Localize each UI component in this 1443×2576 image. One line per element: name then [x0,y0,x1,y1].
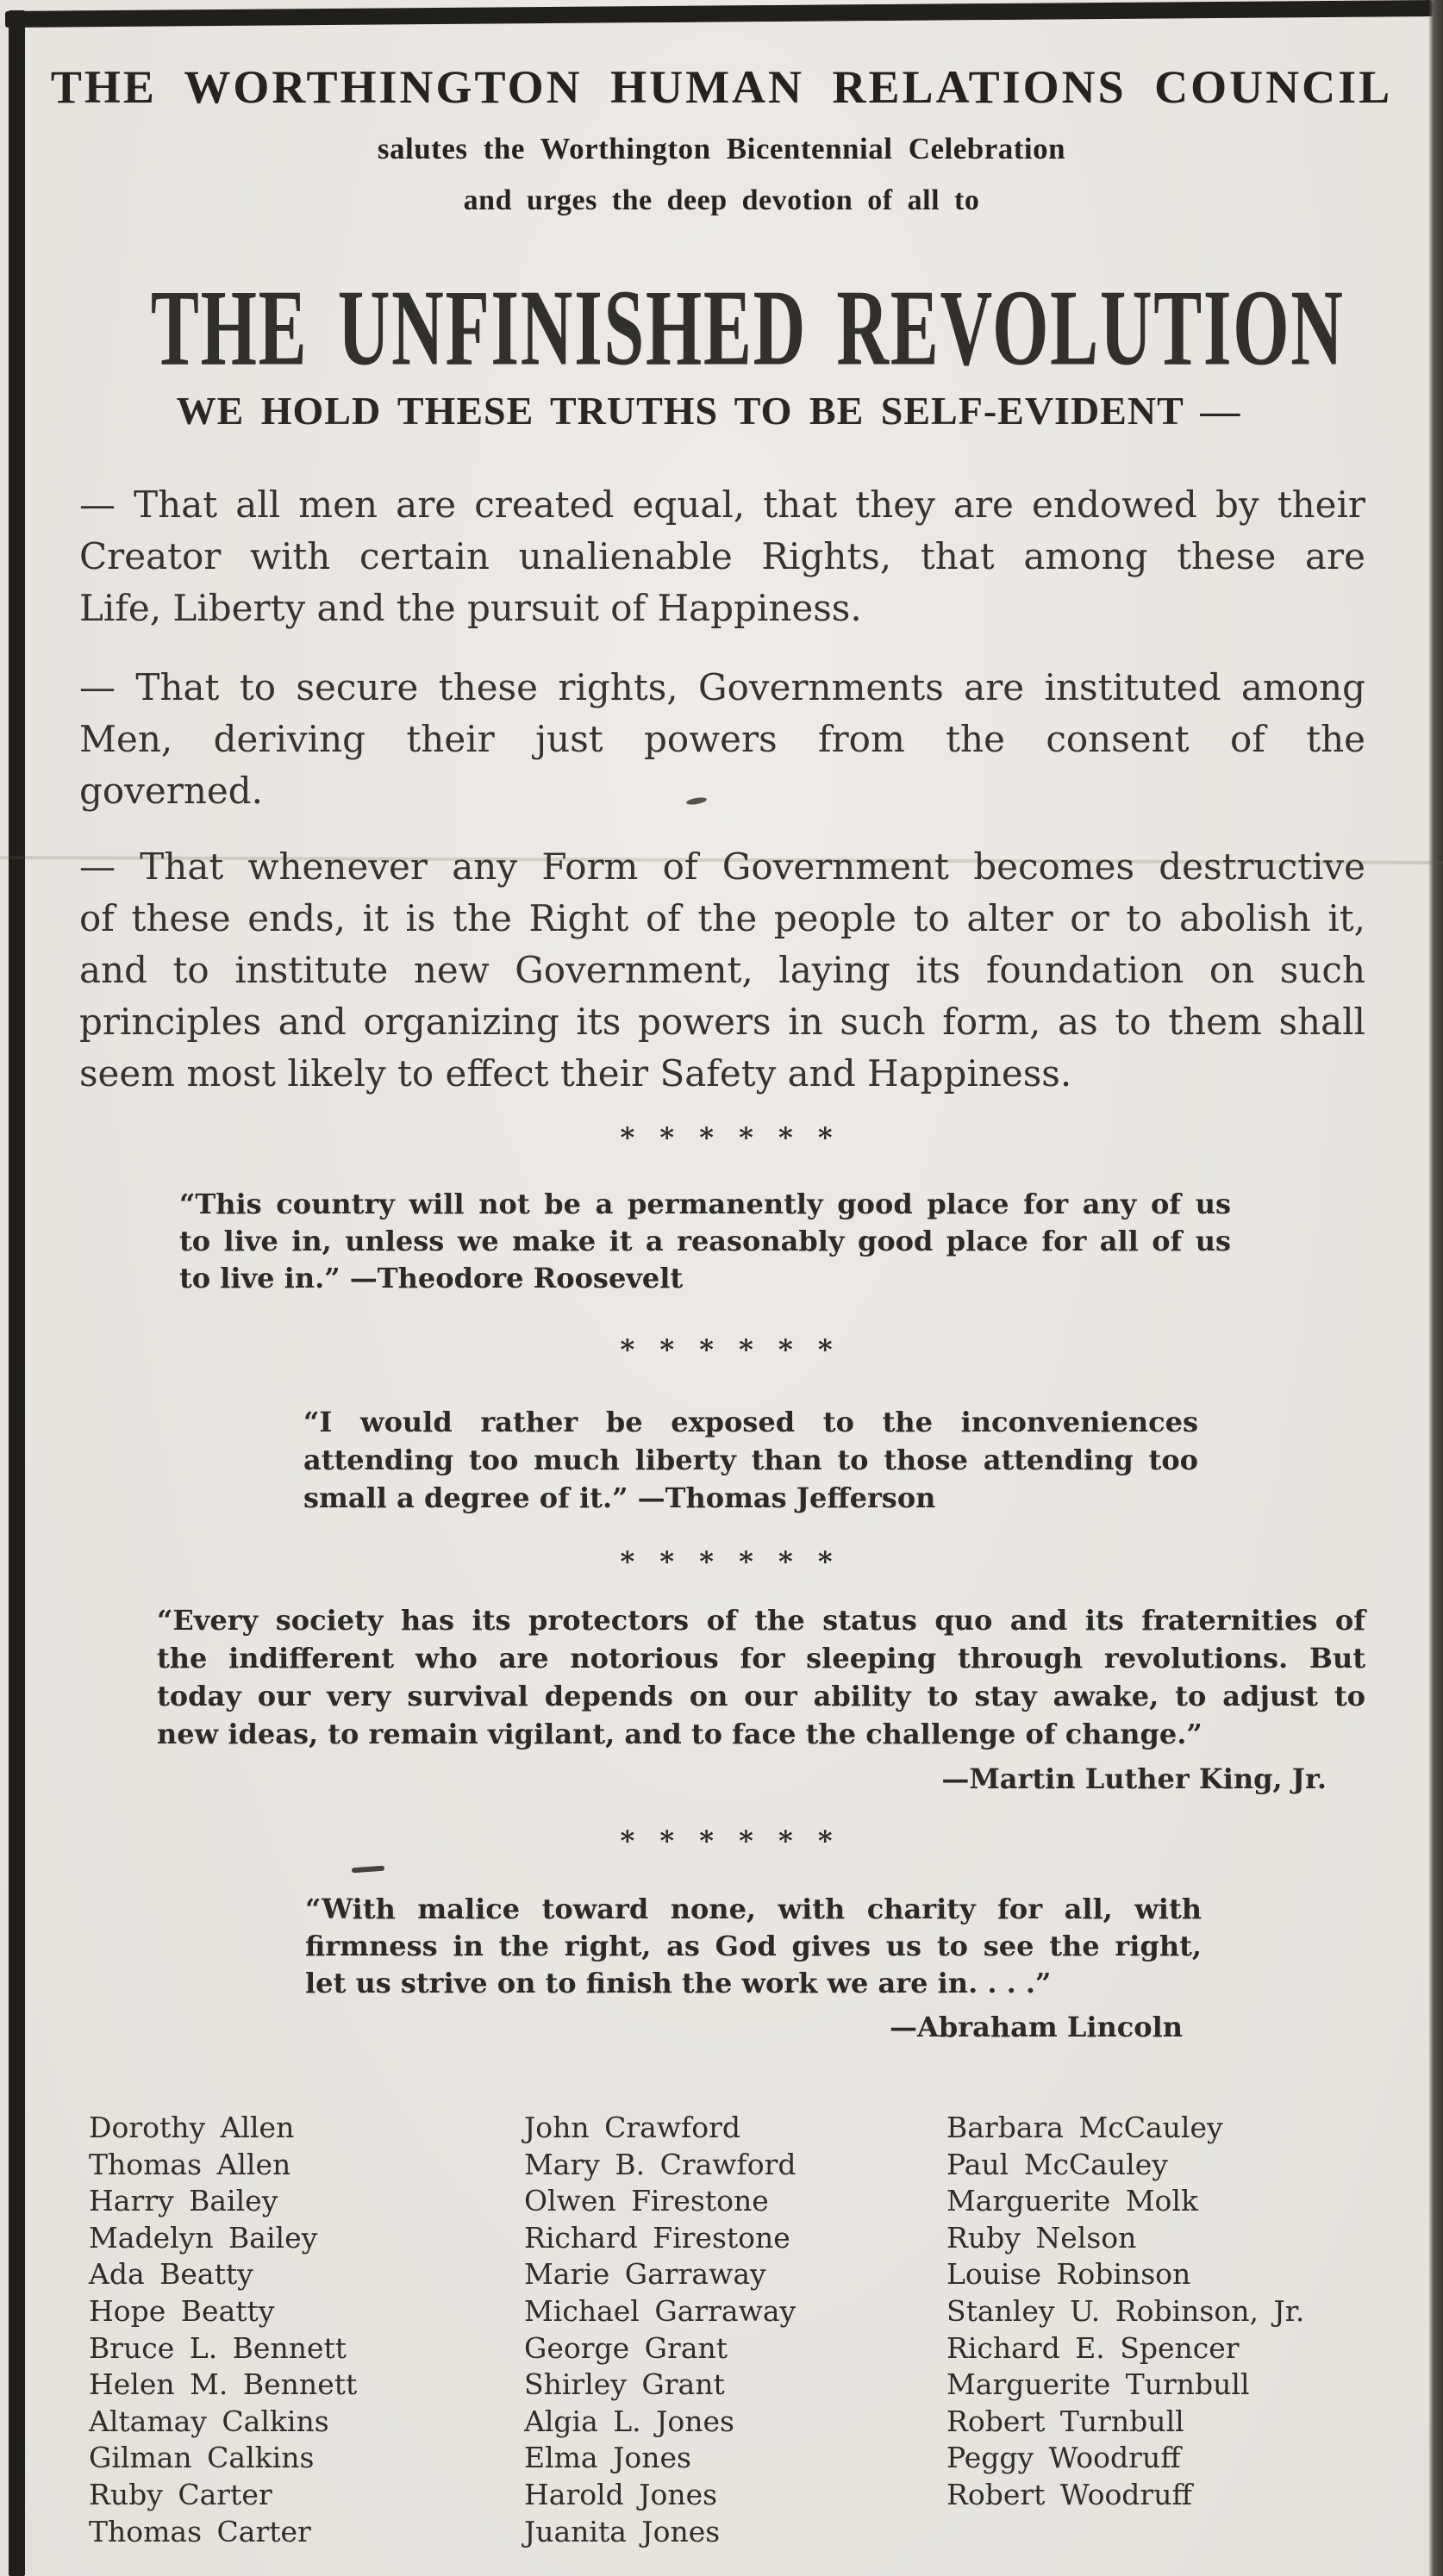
signatory-name: Thomas Allen [89,2147,291,2181]
signatory-name: Shirley Grant [524,2367,725,2402]
signatory-name: Stanley U. Robinson, Jr. [946,2293,1305,2328]
paragraph-line: governed. [79,770,263,812]
signatory-name: Harold Jones [524,2477,718,2511]
signatory-name: Richard E. Spencer [946,2330,1240,2365]
quote-lines [305,1891,1202,2002]
salute-line: salutes the Worthington Bicentennial Celebration [377,132,1066,165]
paragraph-line: — That to secure these rights, Governments are instituted among [79,666,1365,708]
signatory-name: Barbara McCauley [946,2111,1223,2144]
star-separator: * * * * * * [620,1333,840,1366]
subtitle-self-evident: WE HOLD THESE TRUTHS TO BE SELF-EVIDENT — [176,389,1241,433]
signatory-column-1 [89,2110,524,2550]
paragraph-line: principles and organizing its powers in such form, as to them shall [79,1001,1365,1043]
quote-line: attending too much liberty than to those attending too [303,1444,1198,1476]
quote-lines [157,1601,1365,1753]
signatory-name: Helen M. Bennett [89,2367,358,2402]
signatory-name: Ruby Nelson [946,2220,1137,2255]
quote-abraham-lincoln [305,1891,1202,2046]
paragraph-line: Life, Liberty and the pursuit of Happiness. [79,587,862,629]
signatory-name: Juanita Jones [524,2514,721,2548]
quote-line: “I would rather be exposed to the inconveniences [303,1406,1198,1438]
star-separator: * * * * * * [620,1824,840,1857]
star-separator: * * * * * * [620,1545,840,1578]
signatory-name: Michael Garraway [524,2293,796,2328]
quote-line: to live in, unless we make it a reasonably good place for all of us [179,1225,1231,1257]
main-title: THE UNFINISHED REVOLUTION [150,267,1345,389]
paragraph-line: and to institute new Government, laying its foundation on such [79,949,1365,991]
signatory-name: John Crawford [524,2111,741,2144]
signatory-name: Gilman Calkins [89,2441,315,2475]
quote-line: the indifferent who are notorious for sleeping through revolutions. But [157,1642,1365,1675]
signatory-name: Dorothy Allen [89,2111,295,2144]
signatory-name: Robert Turnbull [946,2404,1184,2438]
signatory-name: Elma Jones [524,2441,691,2475]
signatory-column-3 [946,2110,1429,2514]
quote-line: “Every society has its protectors of the status quo and its fraternities of [157,1604,1365,1637]
signatory-name: Thomas Carter [89,2514,311,2548]
signatory-name: Marguerite Molk [946,2184,1198,2218]
quote-line: to live in.” —Theodore Roosevelt [179,1262,684,1294]
signatory-name: Robert Woodruff [946,2477,1192,2511]
main-title-wrap [52,265,1443,389]
paragraph-line: Creator with certain unalienable Rights, that among these are [79,535,1365,577]
declaration-paragraph-3 [79,841,1365,1100]
organization-title: THE WORTHINGTON HUMAN RELATIONS COUNCIL [50,61,1393,113]
paragraph-line: Men, deriving their just powers from the consent of the [79,718,1365,760]
quote-attribution: —Abraham Lincoln [890,2011,1183,2043]
quote-theodore-roosevelt [179,1186,1231,1297]
signatory-name: Olwen Firestone [524,2184,769,2218]
signatory-name: Madelyn Bailey [89,2220,318,2255]
signatory-name: Mary B. Crawford [524,2147,796,2181]
signatory-name: Hope Beatty [89,2293,275,2328]
quote-line: let us strive on to finish the work we are in. . . .” [305,1967,1052,1999]
signatory-name: Louise Robinson [946,2257,1191,2292]
signatory-name: Bruce L. Bennett [89,2330,347,2365]
signatory-name: George Grant [524,2330,728,2365]
declaration-paragraph-1 [79,479,1365,634]
signatory-name: Altamay Calkins [89,2404,329,2438]
signatory-name: Richard Firestone [524,2220,790,2255]
star-separator: * * * * * * [620,1121,840,1154]
paragraph-line: — That whenever any Form of Government becomes destructive [79,845,1365,888]
paragraph-line: — That all men are created equal, that they are endowed by their [79,483,1365,526]
quote-line: firmness in the right, as God gives us to see the right, [305,1930,1202,1962]
signatory-name: Algia L. Jones [524,2404,734,2438]
signatory-name: Harry Bailey [89,2184,278,2218]
signatory-column-2 [524,2110,946,2550]
declaration-paragraph-2 [79,662,1365,817]
quote-thomas-jefferson [303,1403,1198,1517]
signatory-name: Marguerite Turnbull [946,2367,1250,2402]
paragraph-line: of these ends, it is the Right of the people to alter or to abolish it, [79,897,1365,939]
paragraph-line: seem most likely to effect their Safety and Happiness. [79,1052,1072,1095]
quote-line: today our very survival depends on our ability to stay awake, to adjust to [157,1680,1365,1712]
quote-line: “This country will not be a permanently good place for any of us [179,1188,1231,1220]
quote-line: “With malice toward none, with charity for all, with [305,1893,1202,1925]
urge-line: and urges the deep devotion of all to [463,184,980,216]
quote-line: small a degree of it.” —Thomas Jefferson [303,1481,936,1514]
quote-martin-luther-king [157,1601,1365,1798]
quote-attribution: —Martin Luther King, Jr. [941,1762,1327,1795]
border-top-rule [5,0,1433,28]
signatory-name: Ada Beatty [89,2257,253,2292]
signatory-name: Paul McCauley [946,2147,1168,2181]
stray-ink-mark [352,1866,384,1874]
signatory-name: Peggy Woodruff [946,2441,1181,2475]
page-edge-shadow [1428,0,1443,2576]
quote-line: new ideas, to remain vigilant, and to face the challenge of change.” [157,1718,1202,1750]
signatory-name: Ruby Carter [89,2477,272,2511]
quote-lines [303,1403,1198,1517]
signatory-name: Marie Garraway [524,2257,766,2292]
quote-lines [179,1186,1231,1297]
